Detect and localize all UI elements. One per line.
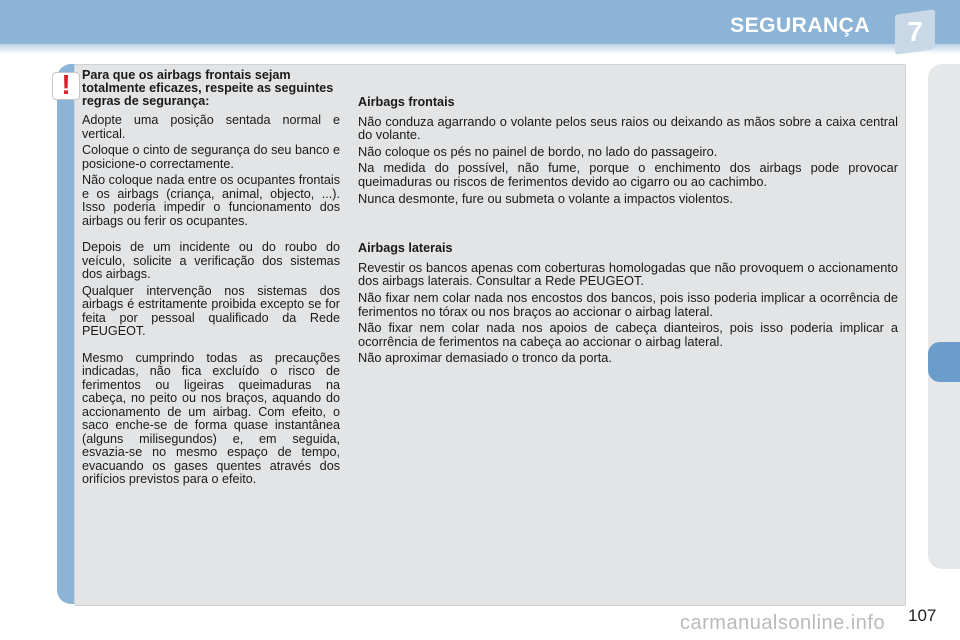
left-column <box>82 69 340 490</box>
right-paragraph: Não coloque os pés no painel de bordo, no lado do passageiro. <box>358 143 718 159</box>
watermark: carmanualsonline.info <box>680 612 886 634</box>
section-title: SEGURANÇA <box>730 14 870 37</box>
chapter-number: 7 <box>907 16 923 47</box>
right-column <box>358 96 898 368</box>
right-paragraph: Nunca desmonte, fure ou submeta o volante a impactos violentos. <box>358 190 733 206</box>
left-paragraph: Qualquer intervenção nos sistemas dos airbags é estritamente proibida excepto se for feita por pessoal qualificado da Rede PEUGEOT. <box>82 283 340 338</box>
warning-lead: Para que os airbags frontais sejam totalmente eficazes, respeite as seguintes regras de segurança: <box>82 68 334 108</box>
airbags-frontais-heading: Airbags frontais <box>358 95 455 109</box>
right-paragraph: Não fixar nem colar nada nos encostos dos bancos, pois isso poderia implicar a ocorrência de ferimentos no tórax ou nos braços ao accionar o airbag lateral. <box>358 289 898 319</box>
spacer <box>358 208 898 242</box>
left-paragraph: Não coloque nada entre os ocupantes frontais e os airbags (criança, animal, objecto, ...). Isso poderia impedir o funcionamento dos airbags ou ferir os ocupantes. <box>82 173 340 228</box>
right-paragraph: Revestir os bancos apenas com coberturas homologadas que não provoquem o accionamento dos airbags laterais. Consultar a Rede PEUGEOT. <box>358 259 898 289</box>
exclamation-icon: ! <box>61 69 71 100</box>
header-band-fade <box>0 44 960 54</box>
left-paragraph: Depois de um incidente ou do roubo do veículo, solicite a verificação dos sistemas dos airbags. <box>82 240 340 281</box>
chapter-rail <box>928 64 960 569</box>
right-paragraph: Na medida do possível, não fume, porque o enchimento dos airbags pode provocar queimaduras ou riscos de ferimentos devido ao cigarro ou ao cachimbo. <box>358 160 898 189</box>
page-number: 107 <box>908 606 937 625</box>
left-paragraph: Mesmo cumprindo todas as precauções indicadas, não fica excluído o risco de ferimentos ou ligeiras queimaduras na cabeça, no peito ou nos braços, aquando do accionamento de um airbag. Com efeito, o saco enche-se de forma quase instantânea (alguns milisegundos) e, em seguida, esvazia-se no mesmo espaço de tempo, evacuando os gases quentes através dos orifícios previstos para o efeito. <box>82 350 340 486</box>
right-paragraph: Não aproximar demasiado o tronco da porta. <box>358 350 612 366</box>
left-paragraph: Adopte uma posição sentada normal e vertical. <box>82 113 340 141</box>
left-paragraph: Coloque o cinto de segurança do seu banco e posicione-o correctamente. <box>82 143 340 171</box>
chapter-rail-tab <box>928 342 960 382</box>
right-paragraph: Não conduza agarrando o volante pelos seus raios ou deixando as mãos sobre a caixa central do volante. <box>358 113 898 143</box>
airbags-laterais-heading: Airbags laterais <box>358 241 453 256</box>
spacer <box>82 342 340 352</box>
right-paragraph: Não fixar nem colar nada nos apoios de cabeça dianteiros, pois isso poderia implicar a ocorrência de ferimentos na cabeça ao accionar o airbag lateral. <box>358 320 898 349</box>
